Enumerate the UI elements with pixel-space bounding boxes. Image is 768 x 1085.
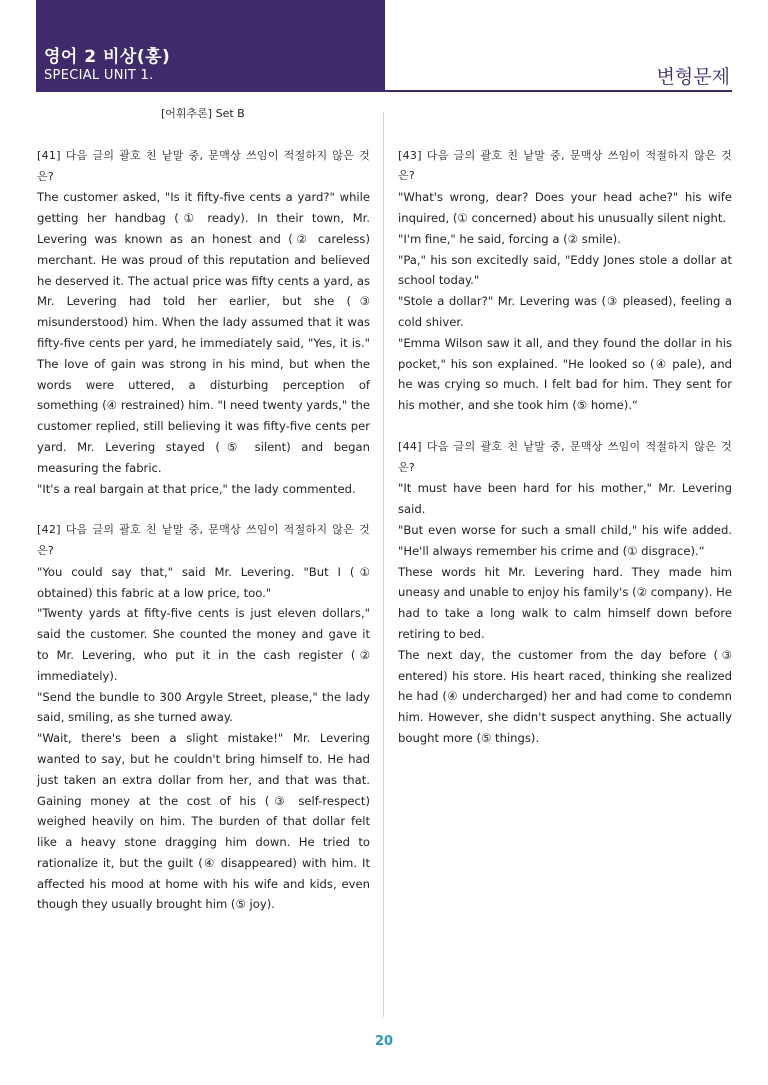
unit-subtitle: SPECIAL UNIT 1. bbox=[44, 68, 154, 83]
question-44-paragraph: "But even worse for such a small child," his wife added. "He'll always remember his crime and (① disgrace).“ bbox=[398, 522, 732, 558]
question-43-paragraph: "Stole a dollar?" Mr. Levering was (③ pleased), feeling a cold shiver. bbox=[398, 294, 732, 329]
question-44-paragraph: "It must have been hard for his mother," Mr. Levering said. bbox=[398, 481, 732, 517]
question-41-title: [41] 다음 글의 괄호 친 낱말 중, 문맥상 쓰임이 적절하지 않은 것은? bbox=[37, 148, 370, 183]
page-number: 20 bbox=[374, 1034, 394, 1049]
header-rule bbox=[385, 90, 732, 92]
question-42-paragraph: "Wait, there's been a slight mistake!" Mr. Levering wanted to say, but he couldn't bring himself to. He had just taken an extra dollar from her, and that was that. Gaining money at the cost of his (③ self-respect) weighed heavily on him. The burden of that dollar felt like a heavy stone dragging him down. He tried to rationalize it, but the guilt (④ disappeared) with him. It affected his mood at home with his wife and kids, even though they usually brought him (⑤ joy). bbox=[37, 731, 370, 912]
question-43-paragraph: "What's wrong, dear? Does your head ache?" his wife inquired, (① concerned) about his unusually silent night. bbox=[398, 190, 732, 225]
left-column bbox=[37, 104, 370, 915]
column-divider bbox=[383, 112, 384, 1017]
set-label: [어휘추론] Set B bbox=[161, 107, 245, 120]
question-42-title: [42] 다음 글의 괄호 친 낱말 중, 문맥상 쓰임이 적절하지 않은 것은? bbox=[37, 523, 370, 557]
question-42-paragraph: "Twenty yards at fifty-five cents is just eleven dollars," said the customer. She counted the money and gave it to Mr. Levering, who put it in the cash register (② immediately). bbox=[37, 606, 370, 683]
question-44-paragraph: The next day, the customer from the day before (③ entered) his store. His heart raced, thinking she realized he had (④ undercharged) her and had come to condemn him. However, she didn't suspect anything. She actually bought more (⑤ things). bbox=[398, 647, 732, 745]
question-41-paragraph: "It's a real bargain at that price," the lady commented. bbox=[37, 481, 356, 496]
question-43-title: [43] 다음 글의 괄호 친 낱말 중, 문맥상 쓰임이 적절하지 않은 것은? bbox=[398, 148, 732, 183]
question-44-title: [44] 다음 글의 괄호 친 낱말 중, 문맥상 쓰임이 적절하지 않은 것은? bbox=[398, 439, 732, 474]
question-44-paragraph: These words hit Mr. Levering hard. They made him uneasy and unable to enjoy his family's (② company). He had to take a long walk to calm himself down before retiring to bed. bbox=[398, 564, 732, 641]
question-43-paragraph: "Emma Wilson saw it all, and they found the dollar in his pocket," his son explained. "He looked so (④ pale), and he was crying so much. I felt bad for him. They sent for his mother, and she took him (⑤ home).“ bbox=[398, 335, 732, 413]
textbook-title: 영어 2 비상(홍) bbox=[44, 47, 171, 67]
question-42-paragraph: "Send the bundle to 300 Argyle Street, please," the lady said, smiling, as she turned away. bbox=[37, 689, 370, 725]
right-column bbox=[398, 104, 732, 749]
question-43-paragraph: "Pa," his son excitedly said, "Eddy Jones stole a dollar at school today." bbox=[398, 252, 732, 288]
section-label: 변형문제 bbox=[656, 66, 730, 88]
question-41-paragraph: The customer asked, "Is it fifty-five cents a yard?" while getting her handbag (① ready). In their town, Mr. Levering was known as an honest and (② careless) merchant. He was proud of this reputation and believed he deserved it. The actual price was fifty cents a yard, as Mr. Levering had told her earlier, but she (③ misunderstood) him. When the lady assumed that it was fifty-five cents per yard, he immediately said, "Yes, it is." The love of gain was strong in his mind, but when the words were uttered, a disturbing perception of something (④ restrained) him. "I need twenty yards," the customer replied, still believing it was fifty-five cents per yard. Mr. Levering stayed (⑤ silent) and began measuring the fabric. bbox=[37, 190, 370, 475]
question-42-paragraph: "You could say that," said Mr. Levering. "But I (① obtained) this fabric at a low price, too." bbox=[37, 564, 370, 600]
question-43-paragraph: "I'm fine," he said, forcing a (② smile). bbox=[398, 231, 621, 246]
